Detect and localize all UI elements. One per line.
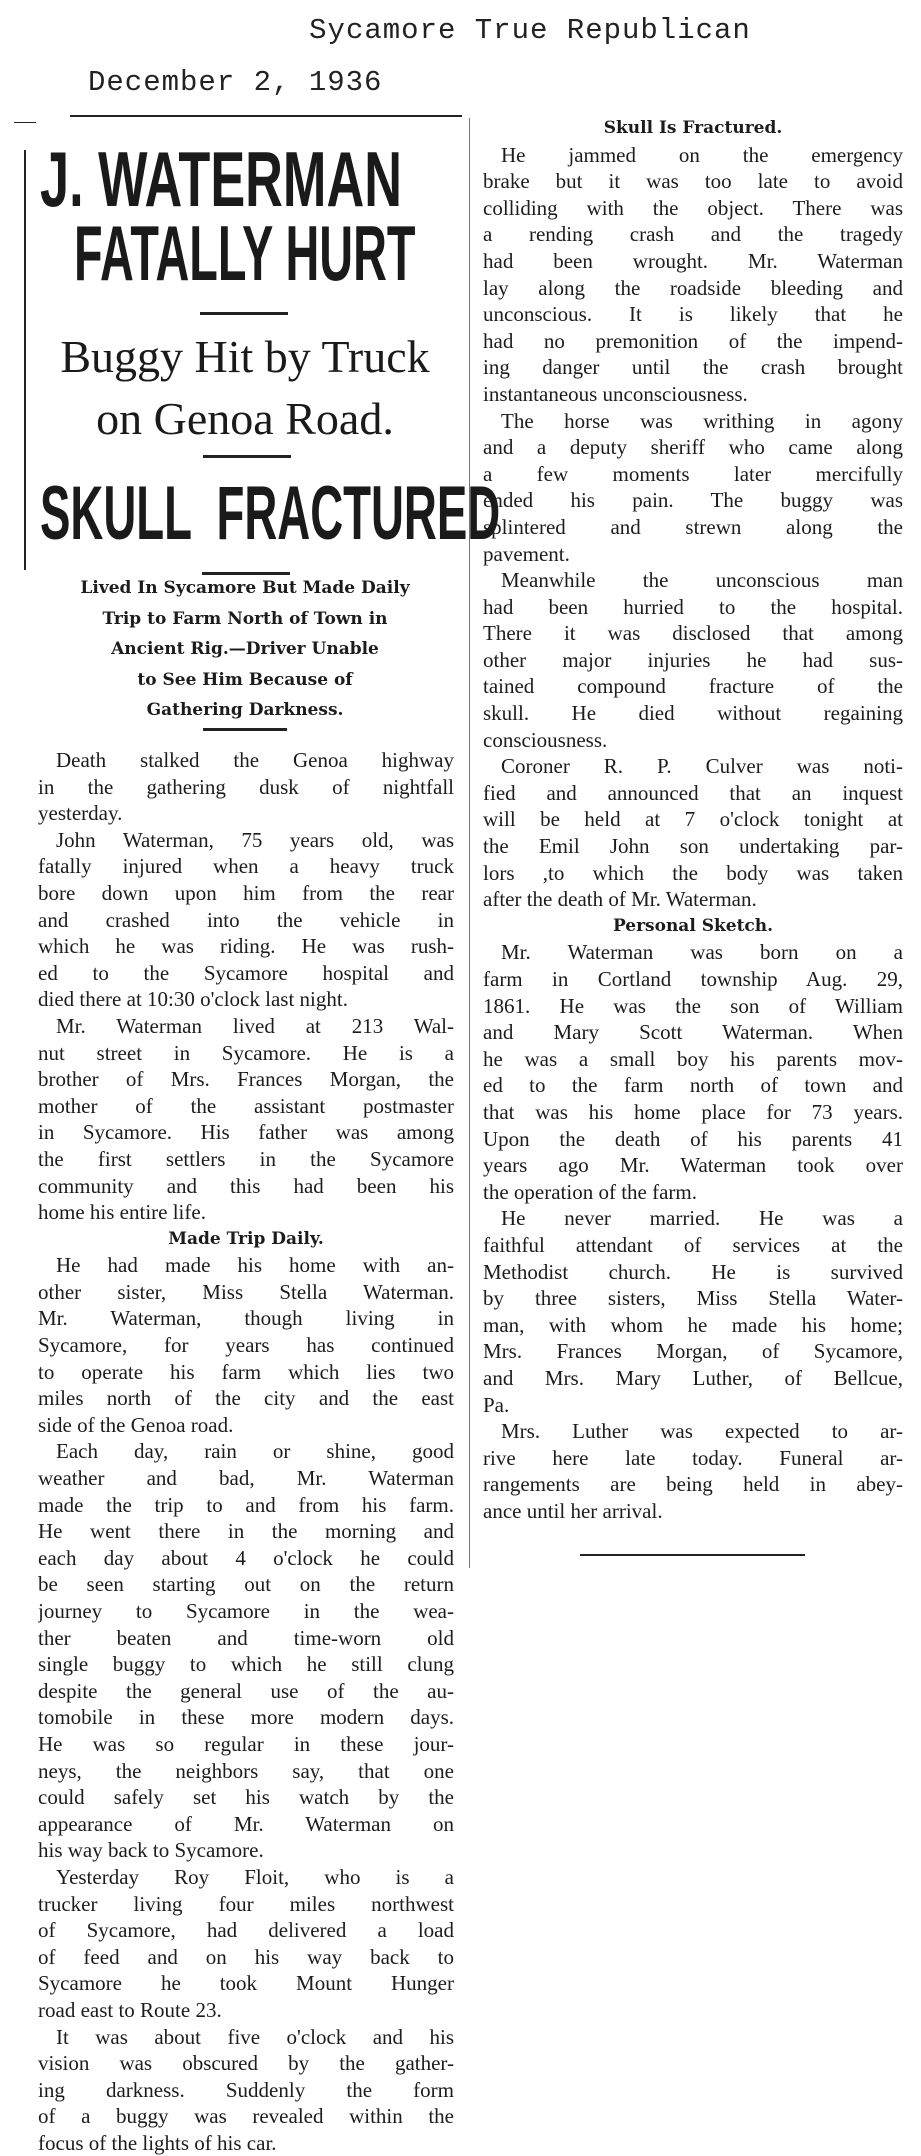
paragraph-line: of a buggy was revealed within the (38, 2104, 454, 2129)
paragraph-line: Yesterday Roy Floit, who is a (56, 1864, 454, 1889)
deck-line: Lived In Sycamore But Made Daily (80, 578, 410, 598)
paragraph-line: mother of the assistant postmaster (38, 1093, 454, 1118)
article-end-rule (580, 1554, 805, 1556)
article-right-column (483, 115, 903, 1524)
paragraph-line: Methodist church. He is survived (483, 1259, 903, 1284)
paragraph-line: lors ,to which the body was taken (483, 860, 903, 885)
paragraph-line: consciousness. (483, 727, 608, 752)
paragraph-line: journey to Sycamore in the wea- (38, 1599, 454, 1623)
paragraph-line: splintered and strewn along the (483, 514, 903, 539)
publication-date: December 2, 1936 (88, 66, 383, 99)
paragraph-line: that was his home place for 73 years. (483, 1099, 903, 1124)
paragraph-line: Mr. Waterman, though living in (38, 1306, 454, 1331)
paragraph-line: Meanwhile the unconscious man (501, 568, 903, 593)
paragraph-line: Pa. (483, 1392, 510, 1417)
paragraph-line: lay along the roadside bleeding and (483, 275, 903, 300)
paragraph-line: 1861. He was the son of William (483, 993, 903, 1018)
paragraph-line: He was so regular in these jour- (38, 1731, 454, 1756)
paragraph-line: could safely set his watch by the (38, 1785, 454, 1810)
paragraph-line: and Mrs. Mary Luther, of Bellcue, (483, 1365, 903, 1390)
paragraph-line: skull. He died without regaining (483, 701, 903, 726)
paragraph-line: rangements are being held in abey- (483, 1472, 903, 1497)
paragraph-line: the first settlers in the Sycamore (38, 1146, 454, 1171)
paragraph-line: Mrs. Luther was expected to ar- (501, 1419, 903, 1444)
paragraph-line: ended his pain. The buggy was (483, 488, 903, 513)
paragraph-line: tomobile in these more modern days. (38, 1705, 454, 1730)
paragraph-line: Mr. Waterman lived at 213 Wal- (56, 1013, 454, 1038)
paragraph-line: had no premonition of the impend- (483, 328, 903, 353)
paragraph-line: the Emil John son undertaking par- (483, 834, 903, 859)
paragraph-line: in Sycamore. His father was among (38, 1120, 454, 1145)
paragraph-line: nut street in Sycamore. He is a (38, 1040, 454, 1065)
section-subheading: Skull Is Fractured. (603, 118, 783, 138)
deck-line: Ancient Rig.—Driver Unable (111, 639, 379, 659)
paragraph-line: It was about five o'clock and his (56, 2024, 454, 2049)
paragraph-line: will be held at 7 o'clock tonight at (483, 807, 903, 832)
paragraph-line: be seen starting out on the return (38, 1572, 454, 1597)
paragraph-line: bore down upon him from the rear (38, 880, 454, 905)
paragraph-line: a rending crash and the tragedy (483, 222, 903, 247)
paragraph-line: he was a small boy his parents mov- (483, 1046, 903, 1071)
paragraph-line: road east to Route 23. (38, 1997, 222, 2022)
section-subheading: Personal Sketch. (612, 915, 774, 936)
paragraph-line: a few moments later mercifully (483, 461, 903, 486)
paragraph-line: which he was riding. He was rush- (38, 934, 454, 959)
paragraph-line: despite the general use of the au- (38, 1678, 454, 1703)
headline-main-2: FATALLY HURT (74, 209, 416, 297)
paragraph-line: fied and announced that an inquest (483, 780, 903, 805)
paragraph-line: rive here late today. Funeral ar- (483, 1445, 903, 1470)
paragraph-line: and Mary Scott Waterman. When (483, 1020, 903, 1045)
paragraph-line: ance until her arrival. (483, 1498, 663, 1523)
paragraph-line: He jammed on the emergency (501, 142, 903, 167)
headline-deck (30, 573, 460, 726)
paragraph-line: to operate his farm which lies two (38, 1359, 454, 1384)
paragraph-line: of feed and on his way back to (38, 1944, 454, 1969)
paragraph-line: Mrs. Frances Morgan, of Sycamore, (483, 1339, 903, 1364)
paragraph-line: The horse was writhing in agony (501, 408, 903, 433)
paragraph-line: colliding with the object. There was (483, 195, 903, 220)
paragraph-line: Upon the death of his parents 41 (483, 1126, 903, 1151)
paragraph-line: Each day, rain or shine, good (56, 1439, 454, 1464)
paragraph-line: other major injuries he had sus- (483, 647, 903, 672)
deck-line: Trip to Farm North of Town in (102, 608, 388, 629)
paragraph-line: made the trip to and from his farm. (38, 1492, 454, 1517)
paragraph-line: John Waterman, 75 years old, was (56, 827, 454, 852)
column-divider (469, 118, 470, 1568)
paragraph-line: weather and bad, Mr. Waterman (38, 1466, 454, 1491)
paragraph-line: by three sisters, Miss Stella Water- (483, 1286, 903, 1311)
deck-divider (203, 728, 287, 731)
paragraph-line: There it was disclosed that among (483, 621, 903, 646)
subheadline-1: Buggy Hit by Truck (60, 331, 430, 382)
deck-line: Gathering Darkness. (146, 700, 344, 720)
paragraph-line: fatally injured when a heavy truck (38, 854, 454, 879)
paragraph-line: ed to the farm north of town and (483, 1073, 903, 1098)
paragraph-line: had been wrought. Mr. Waterman (483, 248, 903, 273)
paragraph-line: ther beaten and time-worn old (38, 1625, 454, 1650)
paragraph-line: brake but it was too late to avoid (483, 169, 903, 194)
paragraph-line: focus of the lights of his car. (38, 2130, 277, 2155)
deck-line: to See Him Because of (137, 669, 353, 690)
top-rule (70, 115, 462, 117)
paragraph-line: years ago Mr. Waterman took over (483, 1153, 903, 1178)
paragraph-line: brother of Mrs. Frances Morgan, the (38, 1067, 454, 1092)
paragraph-line: tained compound fracture of the (483, 674, 903, 699)
paragraph-line: died there at 10:30 o'clock last night. (38, 987, 348, 1012)
paragraph-line: side of the Genoa road. (38, 1412, 234, 1437)
paragraph-line: his way back to Sycamore. (38, 1838, 264, 1863)
paragraph-line: neys, the neighbors say, that one (38, 1758, 454, 1783)
newspaper-name: Sycamore True Republican (309, 14, 751, 47)
paragraph-line: pavement. (483, 541, 570, 566)
paragraph-line: and crashed into the vehicle in (38, 907, 454, 932)
top-rule-left (14, 122, 36, 123)
paragraph-line: unconscious. It is likely that he (483, 302, 903, 327)
paragraph-line: miles north of the city and the east (38, 1386, 454, 1411)
paragraph-line: ing darkness. Suddenly the form (38, 2077, 454, 2102)
subheadline-2: on Genoa Road. (96, 393, 394, 444)
section-subheading: Made Trip Daily. (168, 1228, 324, 1249)
paragraph-line: after the death of Mr. Waterman. (483, 887, 757, 912)
paragraph-line: faithful attendant of services at the (483, 1232, 903, 1257)
paragraph-line: Sycamore he took Mount Hunger (38, 1971, 454, 1996)
paragraph-line: other sister, Miss Stella Waterman. (38, 1279, 454, 1304)
paragraph-line: instantaneous unconsciousness. (483, 381, 748, 406)
paragraph-line: ing danger until the crash brought (483, 355, 903, 380)
paragraph-line: and a deputy sheriff who came along (483, 435, 903, 460)
paragraph-line: single buggy to which he still clung (38, 1652, 454, 1677)
paragraph-line: trucker living four miles northwest (38, 1891, 454, 1916)
headline-box-left-border (24, 150, 26, 570)
paragraph-line: He had made his home with an- (56, 1253, 454, 1278)
paragraph-line: appearance of Mr. Waterman on (38, 1811, 454, 1836)
paragraph-line: Sycamore, for years has continued (38, 1333, 454, 1358)
paragraph-line: farm in Cortland township Aug. 29, (483, 967, 903, 991)
paragraph-line: Mr. Waterman was born on a (501, 940, 903, 965)
paragraph-line: man, with whom he made his home; (483, 1312, 903, 1337)
paragraph-line: each day about 4 o'clock he could (38, 1545, 454, 1570)
paragraph-line: yesterday. (38, 801, 123, 826)
headline-divider (200, 312, 288, 315)
headline-skull-fractured: SKULL FRACTURED (40, 471, 501, 556)
paragraph-line: in the gathering dusk of nightfall (38, 774, 454, 799)
paragraph-line: of Sycamore, had delivered a load (38, 1918, 454, 1943)
article-left-column (38, 747, 454, 2156)
paragraph-line: He went there in the morning and (38, 1519, 454, 1544)
paragraph-line: home his entire life. (38, 1200, 206, 1225)
paragraph-line: vision was obscured by the gather- (38, 2051, 454, 2076)
paragraph-line: community and this had been his (38, 1173, 454, 1198)
headline-main-1: J. WATERMAN (40, 135, 402, 223)
paragraph-line: Coroner R. P. Culver was noti- (501, 754, 903, 779)
paragraph-line: He never married. He was a (501, 1206, 903, 1231)
paragraph-line: had been hurried to the hospital. (483, 594, 903, 619)
paragraph-line: the operation of the farm. (483, 1179, 697, 1204)
paragraph-line: ed to the Sycamore hospital and (38, 960, 454, 985)
headline-divider (203, 455, 291, 458)
paragraph-line: Death stalked the Genoa highway (56, 748, 454, 772)
